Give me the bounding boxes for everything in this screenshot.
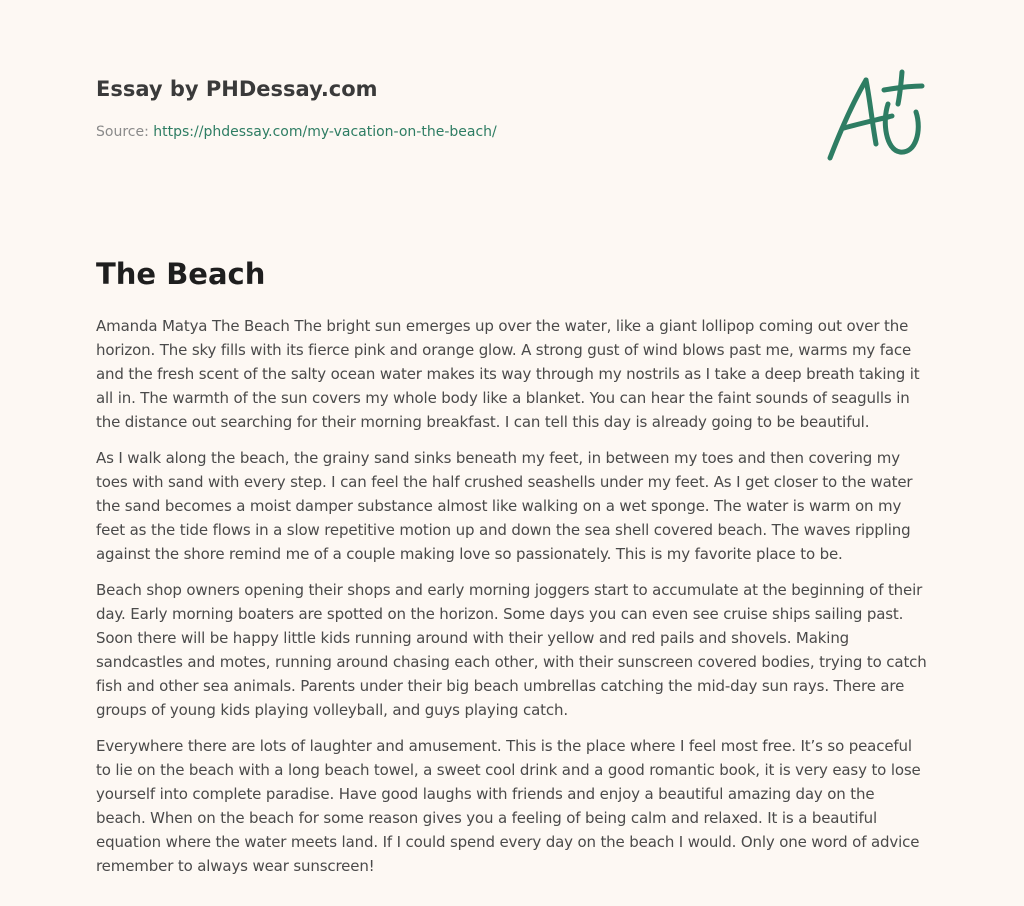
source-link[interactable]: https://phdessay.com/my-vacation-on-the-beach/ [153,124,497,140]
site-title: Essay by PHDessay.com [96,77,378,101]
essay-title: The Beach [96,257,266,291]
source-label: Source: [96,124,149,140]
a-plus-grade-icon [822,66,926,164]
essay-paragraph: Beach shop owners opening their shops and early morning joggers start to accumulate at the beginning of their day. Early morning boaters are spotted on the horizon. Some days you can even see cruise ships sailing past. Soon there will be happy little kids running around with their yellow and red pails and shovels. Making sandcastles and motes, running around chasing each other, with their sunscreen covered bodies, trying to catch fish and other sea animals. Parents under their big beach umbrellas catching the mid-day sun rays. There are groups of young kids playing volleyball, and guys playing catch. [96,581,927,719]
page-header [96,74,696,142]
source-line [96,122,696,142]
essay-paragraph: Everywhere there are lots of laughter and amusement. This is the place where I feel most free. It’s so peaceful to lie on the beach with a long beach towel, a sweet cool drink and a good romantic book, it is very easy to lose yourself into complete paradise. Have good laughs with friends and enjoy a beautiful amazing day on the beach. When on the beach for some reason gives you a feeling of being calm and relaxed. It is a beautiful equation where the water meets land. If I could spend every day on the beach I would. Only one word of advice remember to always wear sunscreen! [96,737,921,875]
essay-body [96,314,928,890]
essay-paragraph: Amanda Matya The Beach The bright sun emerges up over the water, like a giant lollipop coming out over the horizon. The sky fills with its fierce pink and orange glow. A strong gust of wind blows past me, warms my face and the fresh scent of the salty ocean water makes its way through my nostrils as I take a deep breath taking it all in. The warmth of the sun covers my whole body like a blanket. You can hear the faint sounds of seagulls in the distance out searching for their morning breakfast. I can tell this day is already going to be beautiful. [96,317,920,431]
essay-paragraph: As I walk along the beach, the grainy sand sinks beneath my feet, in between my toes and then covering my toes with sand with every step. I can feel the half crushed seashells under my feet. As I get closer to the water the sand becomes a moist damper substance almost like walking on a wet sponge. The water is warm on my feet as the tide flows in a slow repetitive motion up and down the sea shell covered beach. The waves rippling against the shore remind me of a couple making love so passionately. This is my favorite place to be. [96,449,913,563]
